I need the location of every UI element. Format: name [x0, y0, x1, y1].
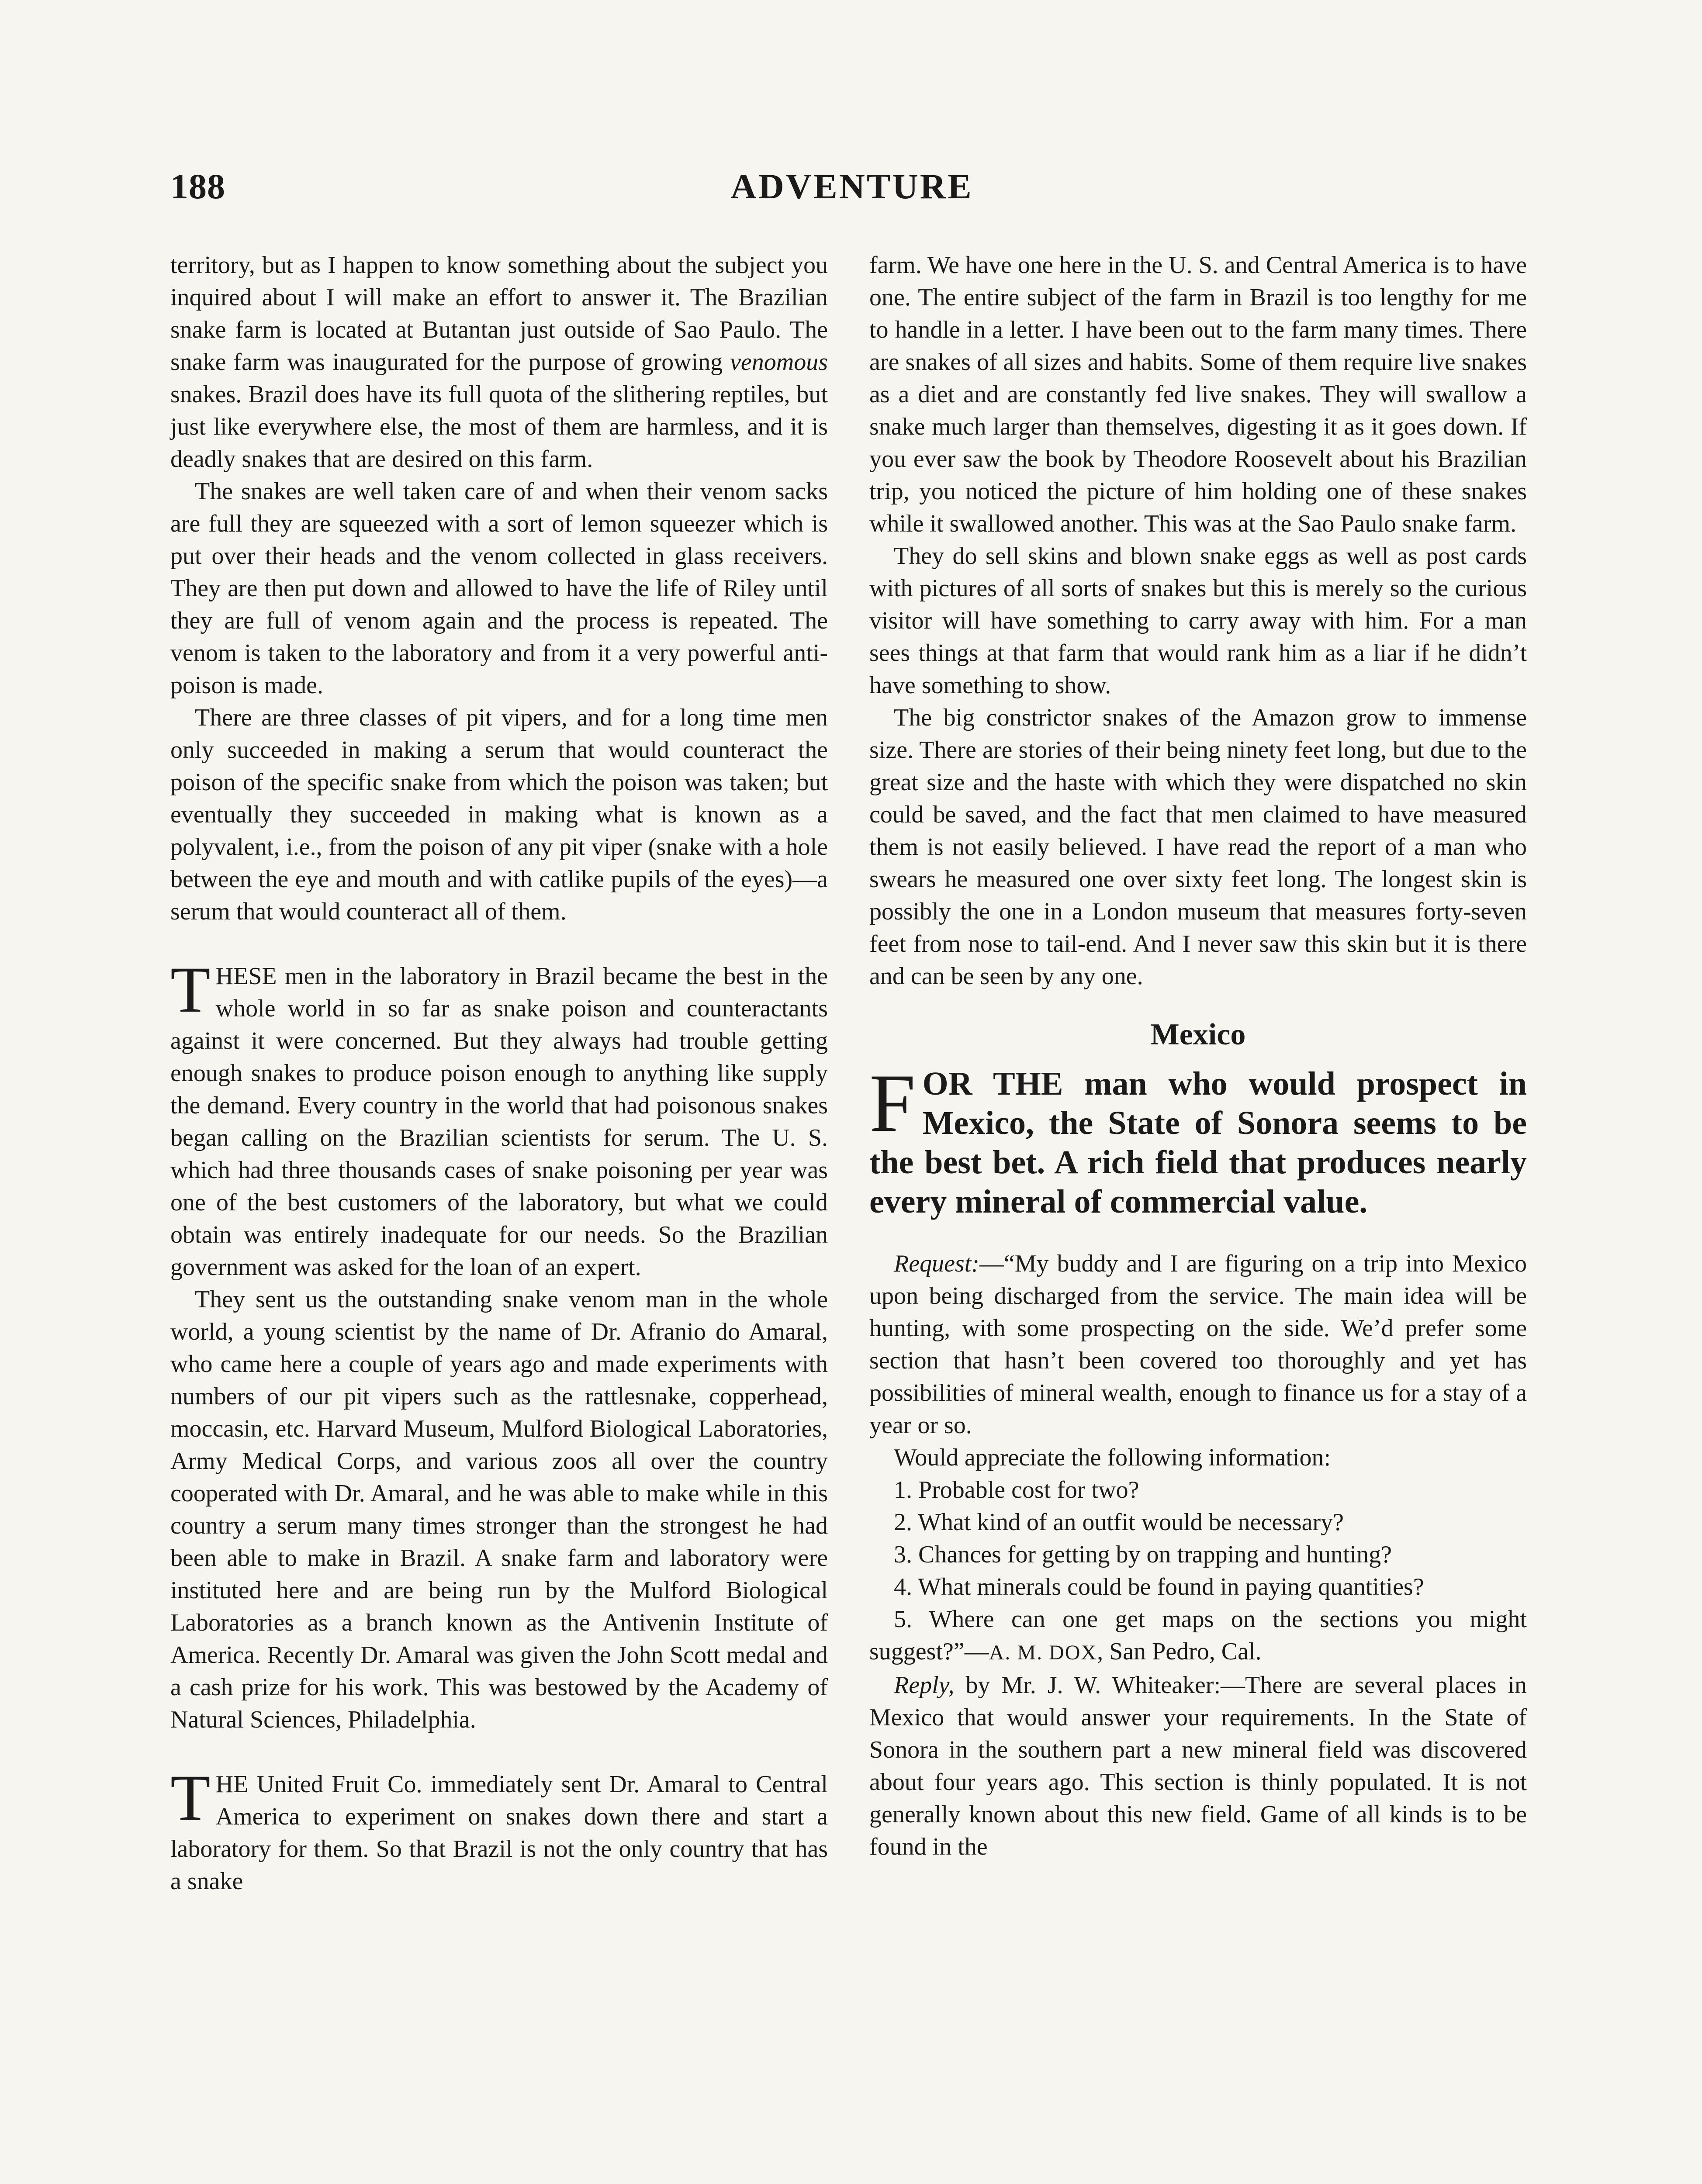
right-column: [869, 249, 1527, 1863]
question-item: 2. What kind of an outfit would be necessary?: [894, 1509, 1344, 1536]
paragraph: They do sell skins and blown snake eggs as well as post cards with pictures of all sorts of snakes but this is merely so the curious visitor will have something to carry away with him. For a man sees things at that farm that would rank him as a liar if he didn’t have something to show.: [869, 543, 1527, 699]
drop-cap: T: [170, 1762, 211, 1834]
paragraph: There are three classes of pit vipers, and for a long time men only succeeded in making a serum that would counteract the poison of the specific snake from which the poison was taken; but eventually they succeeded in making what is known as a polyvalent, i.e., from the poison of any pit viper (snake with a hole between the eye and mouth and with catlike pupils of the eyes)—a serum that would counteract all of them.: [170, 704, 828, 925]
reply-paragraph: Reply, by Mr. J. W. Whiteaker:—There are several places in Mexico that would answer your requirements. In the State of Sonora in the southern part a new mineral field was discovered about four years ago. This section is thinly populated. It is not generally known about this new field. Game of all kinds is to be found in the: [869, 1672, 1527, 1860]
drop-cap: F: [869, 1057, 916, 1149]
drop-cap: T: [170, 954, 211, 1026]
running-title: ADVENTURE: [730, 166, 973, 206]
paragraph: Would appreciate the following information:: [894, 1444, 1331, 1471]
question-item: 1. Probable cost for two?: [894, 1476, 1139, 1503]
question-item: 4. What minerals could be found in paying quantities?: [894, 1573, 1424, 1600]
page-number: 188: [170, 166, 225, 206]
paragraph: The big constrictor snakes of the Amazon grow to immense size. There are stories of their being ninety feet long, but due to the great size and the haste with which they were dispatched no skin could be saved, and the fact that men claimed to have measured them is not easily believed. I have read the report of a man who swears he measured one over sixty feet long. The longest skin is possibly the one in a London museum that measures forty-seven feet from nose to tail-end. And I never saw this skin but it is there and can be seen by any one.: [869, 704, 1527, 990]
paragraph-dropcap: THESE men in the laboratory in Brazil became the best in the whole world in so far as snake poison and counteractants against it were concerned. But they always had trouble getting enough snakes to produce poison enough to anything like supply the demand. Every country in the world that had poisonous snakes began calling on the Brazilian scientists for serum. The U. S. which had three thousands cases of snake poisoning per year was one of the best customers of the laboratory, but what we could obtain was entirely inadequate for our needs. So the Brazilian government was asked for the loan of an expert.: [170, 954, 828, 1281]
question-item: 3. Chances for getting by on trapping and hunting?: [894, 1541, 1392, 1568]
request-label: Request:: [894, 1250, 979, 1277]
question-item: 5. Where can one get maps on the sections you might suggest?”—A. M. DOX, San Pedro, Cal.: [869, 1606, 1527, 1665]
lead-paragraph: FOR THE man who would prospect in Mexico, the State of Sonora seems to be the best bet. A rich field that produces nearly every mineral of commercial value.: [869, 1057, 1527, 1220]
paragraph: territory, but as I happen to know something about the subject you inquired about I will make an effort to answer it. The Brazilian snake farm is located at Butantan just outside of Sao Paulo. The snake farm was inaugurated for the purpose of growing venomous snakes. Brazil does have its full quota of the slithering reptiles, but just like everywhere else, the most of them are harmless, and it is deadly snakes that are desired on this farm.: [170, 252, 828, 473]
paragraph: The snakes are well taken care of and when their venom sacks are full they are squeezed with a sort of lemon squeezer which is put over their heads and the venom collected in glass receivers. They are then put down and allowed to have the life of Riley until they are full of venom again and the process is repeated. The venom is taken to the laboratory and from it a very powerful anti-poison is made.: [170, 478, 828, 699]
request-paragraph: Request:—“My buddy and I are figuring on a trip into Mexico upon being discharged from the service. The main idea will be hunting, with some prospecting on the side. We’d prefer some section that hasn’t been covered too thoroughly and yet has possibilities of mineral wealth, enough to finance us for a stay of a year or so.: [869, 1250, 1527, 1439]
reply-label: Reply,: [894, 1672, 955, 1699]
page-header: [170, 166, 1533, 218]
section-title: Mexico: [1150, 1018, 1246, 1051]
signature: A. M. DOX: [989, 1641, 1097, 1664]
paragraph-dropcap: THE United Fruit Co. immediately sent Dr. Amaral to Central America to experiment on snakes down there and start a laboratory for them. So that Brazil is not the only country that has a snake: [170, 1762, 828, 1895]
paragraph: They sent us the outstanding snake venom man in the whole world, a young scientist by the name of Dr. Afranio do Amaral, who came here a couple of years ago and made experiments with numbers of our pit vipers such as the rattlesnake, copperhead, moccasin, etc. Harvard Museum, Mulford Biological Laboratories, Army Medical Corps, and various zoos all over the country cooperated with Dr. Amaral, and he was able to make while in this country a serum many times stronger than the strongest he had been able to make in Brazil. A snake farm and laboratory were instituted here and are being run by the Mulford Biological Laboratories as a branch known as the Antivenin Institute of America. Recently Dr. Amaral was given the John Scott medal and a cash prize for his work. This was bestowed by the Academy of Natural Sciences, Philadelphia.: [170, 1286, 828, 1733]
left-column: [170, 249, 828, 1897]
paragraph: farm. We have one here in the U. S. and Central America is to have one. The entire subject of the farm in Brazil is too lengthy for me to handle in a letter. I have been out to the farm many times. There are snakes of all sizes and habits. Some of them require live snakes as a diet and are constantly fed live snakes. They will swallow a snake much larger than themselves, digesting it as it goes down. If you ever saw the book by Theodore Roosevelt about his Brazilian trip, you noticed the picture of him holding one of these snakes while it swallowed another. This was at the Sao Paulo snake farm.: [869, 252, 1527, 537]
